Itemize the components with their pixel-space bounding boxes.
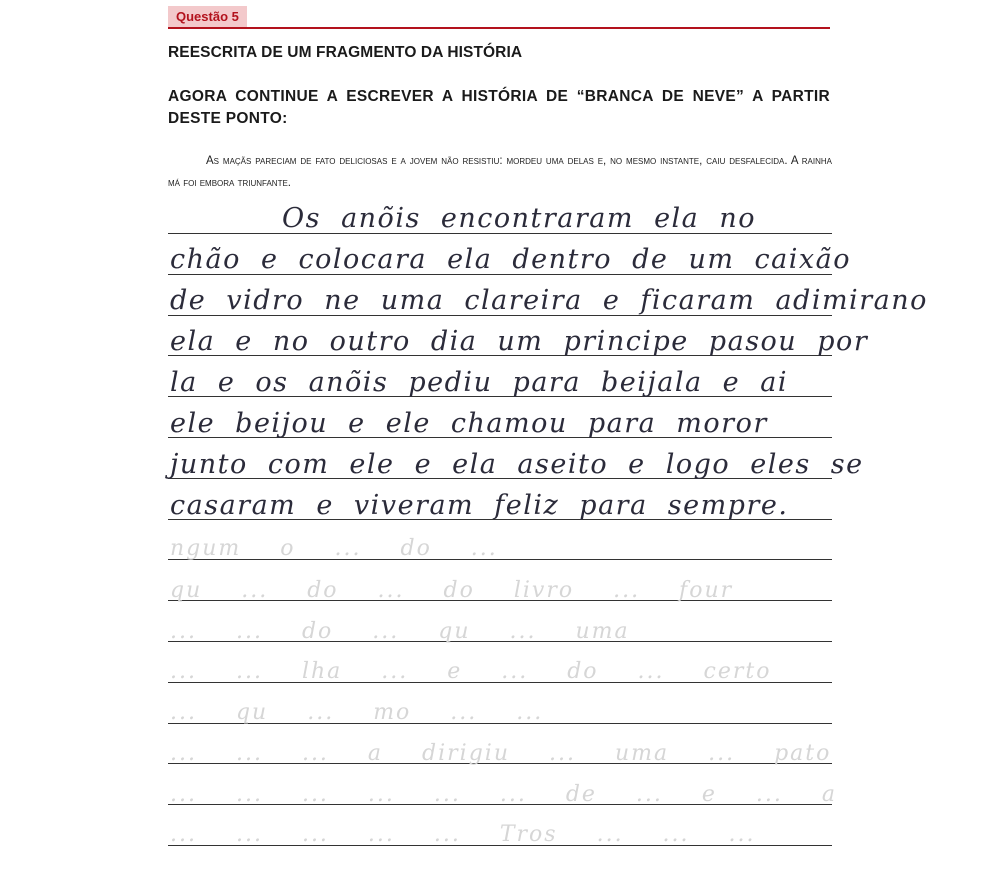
faint-line: ... ... ... a dirigiu ... uma ... pato [170, 741, 832, 766]
question-badge: Questão 5 [168, 6, 247, 28]
handwritten-line: la e os anõis pediu para beijala e ai [170, 367, 788, 398]
section-title: REESCRITA DE UM FRAGMENTO DA HISTÓRIA [168, 44, 523, 61]
faint-line: ... ... do ... qu ... uma [170, 619, 630, 644]
fragment-text: As maçãs pareciam de fato deliciosas e a jovem não resistiu: mordeu uma delas e, no mesmo instante, caiu desfalecida. A rainha má foi embora triunfante. [168, 155, 832, 189]
handwritten-line: chão e colocara ela dentro de um caixão [170, 244, 851, 275]
faint-line: ... ... ... ... ... Tros ... ... ... [170, 822, 756, 847]
handwritten-line: Os anõis encontraram ela no [282, 203, 757, 234]
faint-line: ... ... lha ... e ... do ... certo [170, 659, 772, 684]
faint-line: qu ... do ... do livro ... four [170, 578, 734, 603]
handwritten-line: ela e no outro dia um principe pasou por [170, 326, 869, 357]
handwritten-line: casaram e viveram feliz para sempre. [170, 490, 789, 521]
handwritten-line: de vidro ne uma clareira e ficaram adimirano [170, 285, 928, 316]
handwritten-line: junto com ele e ela aseito e logo eles se [170, 449, 864, 480]
handwritten-line: ele beijou e ele chamou para moror [170, 408, 768, 439]
faint-line: ... qu ... mo ... ... [170, 700, 544, 725]
faint-line: ... ... ... ... ... ... de ... e ... a [170, 782, 838, 807]
instruction-text: AGORA CONTINUE A ESCREVER A HISTÓRIA DE “BRANCA DE NEVE” A PARTIR DESTE PONTO: [168, 88, 830, 127]
faint-line: ngum o ... do ... [170, 536, 498, 561]
